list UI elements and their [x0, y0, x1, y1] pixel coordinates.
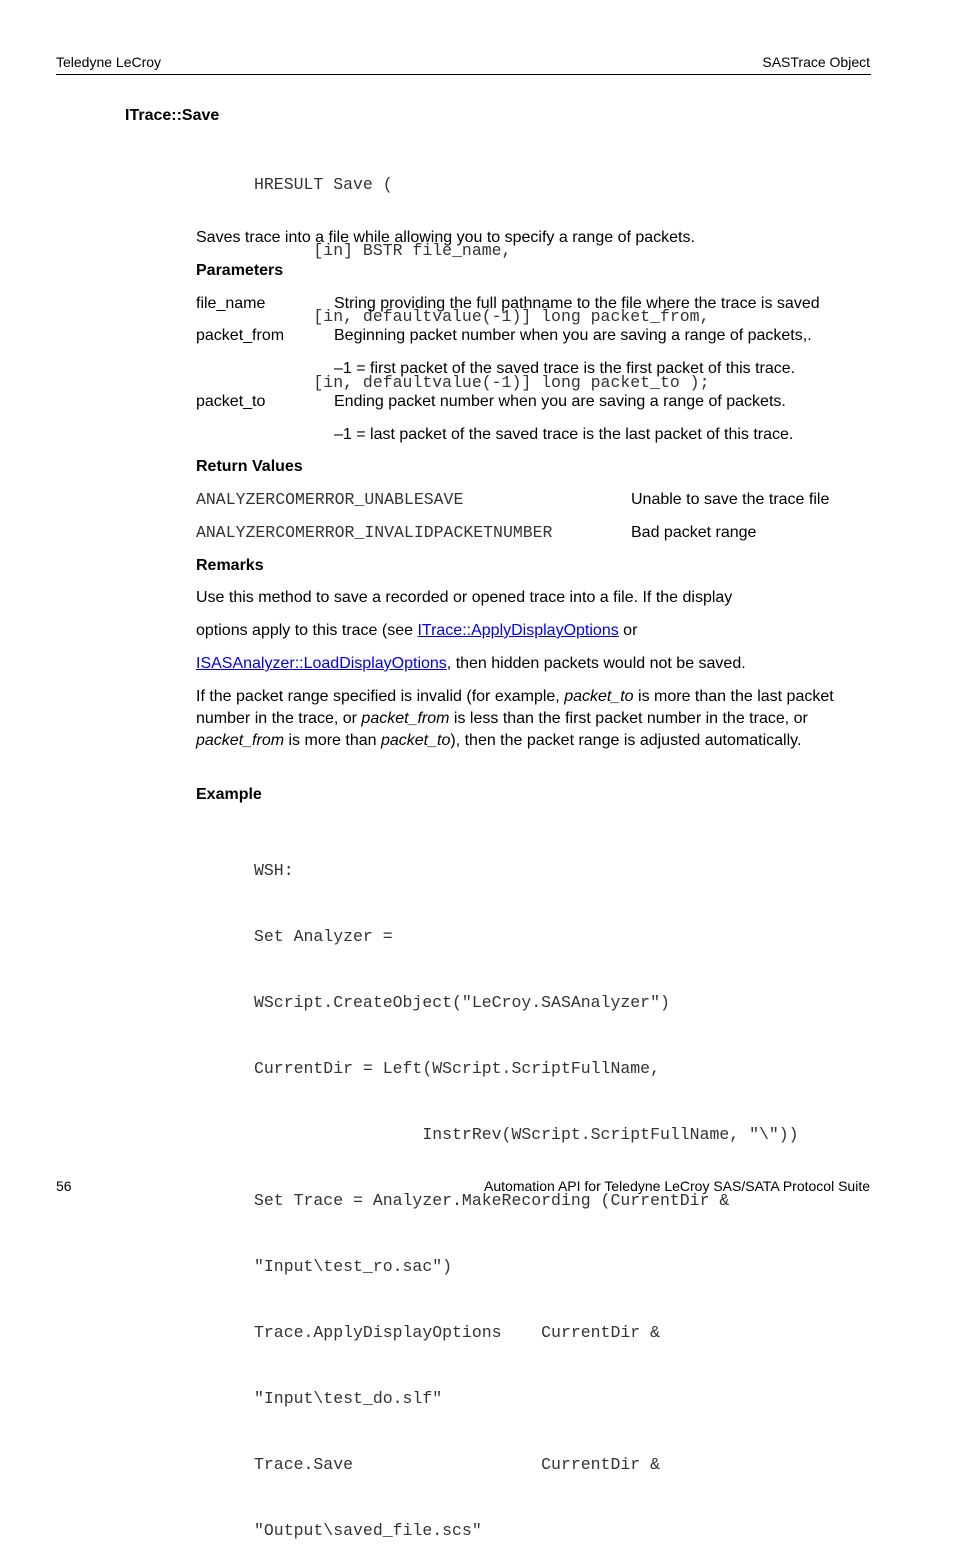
- remarks-text: is more than: [284, 732, 381, 749]
- return-desc: Bad packet range: [631, 524, 757, 541]
- code-line: "Input\test_ro.sac"): [254, 1257, 453, 1276]
- footer-title: Automation API for Teledyne LeCroy SAS/SATA Protocol Suite: [484, 1178, 870, 1194]
- code-line: WSH:: [254, 861, 294, 880]
- return-code: ANALYZERCOMERROR_INVALIDPACKETNUMBER: [196, 523, 553, 542]
- code-line: InstrRev(WScript.ScriptFullName, "\")): [254, 1125, 799, 1144]
- return-desc: Unable to save the trace file: [631, 491, 830, 508]
- param-desc: Ending packet number when you are saving a range of packets.: [334, 393, 786, 410]
- page-number: 56: [56, 1178, 72, 1194]
- remarks-text: , then hidden packets would not be saved.: [446, 655, 746, 672]
- param-note: –1 = first packet of the saved trace is the first packet of this trace.: [334, 360, 796, 377]
- param-name: packet_to: [196, 393, 266, 410]
- code-line: Trace.Save CurrentDir &: [254, 1455, 660, 1474]
- code-line: CurrentDir = Left(WScript.ScriptFullName,: [254, 1059, 660, 1078]
- remarks-text: or: [618, 622, 638, 639]
- header-right: SASTrace Object: [762, 54, 870, 70]
- remarks-paragraph: [196, 686, 866, 752]
- signature-line: HRESULT Save (: [254, 175, 393, 194]
- code-line: "Output\saved_file.scs": [254, 1521, 482, 1540]
- remarks-line: [196, 620, 637, 642]
- remarks-line: [196, 653, 746, 675]
- code-line: "Input\test_do.slf": [254, 1389, 443, 1408]
- param-note: –1 = last packet of the saved trace is the last packet of this trace.: [334, 426, 794, 443]
- header-rule: [56, 74, 871, 75]
- code-line: Set Analyzer =: [254, 927, 393, 946]
- header-left: Teledyne LeCroy: [56, 54, 162, 70]
- signature-line: [in, defaultvalue(-1)] long packet_to );: [254, 373, 710, 392]
- remarks-italic: packet_from: [196, 732, 285, 749]
- return-code: ANALYZERCOMERROR_UNABLESAVE: [196, 490, 464, 509]
- signature-line: [in, defaultvalue(-1)] long packet_from,: [254, 307, 710, 326]
- remarks-italic: packet_to: [564, 688, 634, 705]
- param-name: packet_from: [196, 327, 285, 344]
- load-display-options-link[interactable]: ISASAnalyzer::LoadDisplayOptions: [196, 655, 447, 672]
- description: Saves trace into a file while allowing you to specify a range of packets.: [196, 229, 695, 246]
- remarks-italic: packet_from: [361, 710, 450, 727]
- remarks-text: is more than the last packet number in the trace, or: [196, 688, 834, 727]
- section-title: ITrace::Save: [125, 107, 220, 124]
- apply-display-options-link[interactable]: ITrace::ApplyDisplayOptions: [417, 622, 619, 639]
- return-values-heading: Return Values: [196, 458, 303, 475]
- signature-line: [in] BSTR file_name,: [254, 241, 512, 260]
- parameters-heading: Parameters: [196, 262, 284, 279]
- remarks-heading: Remarks: [196, 557, 264, 574]
- remarks-italic: packet_to: [380, 732, 451, 749]
- param-desc: String providing the full pathname to the file where the trace is saved: [334, 295, 820, 312]
- code-line: Trace.ApplyDisplayOptions CurrentDir &: [254, 1323, 660, 1342]
- param-name: file_name: [196, 295, 266, 312]
- code-line: WScript.CreateObject("LeCroy.SASAnalyzer"): [254, 993, 670, 1012]
- remarks-text: If the packet range specified is invalid (for example,: [196, 688, 565, 705]
- remarks-text: ), then the packet range is adjusted automatically.: [450, 732, 802, 749]
- example-heading: Example: [196, 786, 262, 803]
- remarks-text: options apply to this trace (see: [196, 622, 418, 639]
- param-desc: Beginning packet number when you are saving a range of packets,.: [334, 327, 812, 344]
- remarks-text: is less than the first packet number in the trace, or: [449, 710, 808, 727]
- code-line: Set Trace = Analyzer.MakeRecording (CurrentDir &: [254, 1191, 730, 1210]
- remarks-line: Use this method to save a recorded or opened trace into a file. If the display: [196, 589, 733, 606]
